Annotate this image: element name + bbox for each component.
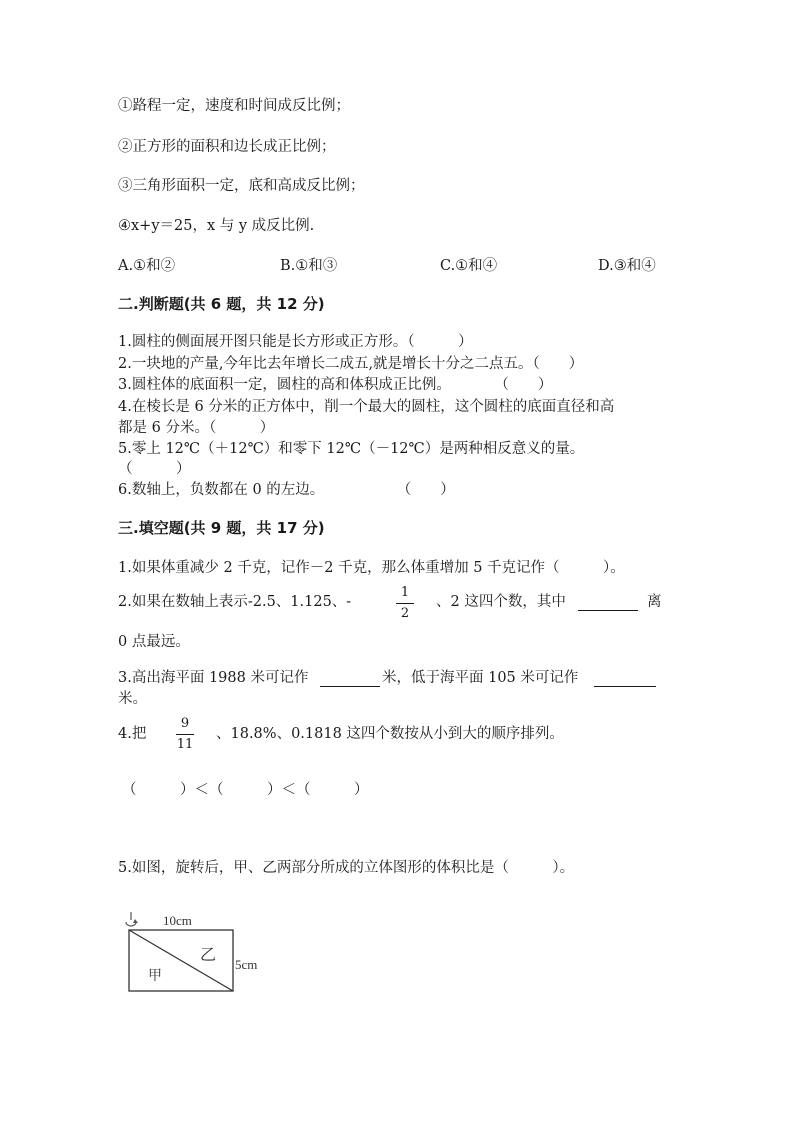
fill-blank[interactable] xyxy=(578,596,638,611)
rotation-axis-icon xyxy=(126,912,138,926)
fill-item-2-text-d: 0 点最远。 xyxy=(118,634,190,650)
judge-item-6: 6.数轴上，负数都在 0 的左边。 （ ） xyxy=(118,482,455,498)
fraction-nine-elevenths xyxy=(176,716,194,753)
fill-item-2-text-a: 2.如果在数轴上表示-2.5、1.125、- xyxy=(118,594,352,610)
section-3-title: 三.填空题(共 9 题，共 17 分) xyxy=(118,519,325,537)
fill-blank[interactable] xyxy=(320,672,380,687)
judge-item-5-line2: （ ） xyxy=(118,461,191,477)
q1-option-d: D.③和④ xyxy=(598,258,656,274)
judge-item-2: 2.一块地的产量,今年比去年增长二成五,就是增长十分之二点五。（ ） xyxy=(118,356,584,372)
fraction-bar xyxy=(396,603,414,604)
fill-item-2-text-c: 离 xyxy=(647,594,662,610)
judge-item-5-line1: 5.零上 12℃（＋12℃）和零下 12℃（－12℃）是两种相反意义的量。 xyxy=(118,441,585,457)
fraction-denominator: 11 xyxy=(176,737,194,752)
region-b-label: 乙 xyxy=(200,945,217,964)
judge-item-1: 1.圆柱的侧面展开图只能是长方形或正方形。（ ） xyxy=(118,334,473,350)
judge-item-4-line1: 4.在棱长是 6 分米的正方体中，削一个最大的圆柱，这个圆柱的底面直径和高 xyxy=(118,399,615,415)
rotation-figure xyxy=(118,908,278,998)
q1-item-1: ①路程一定，速度和时间成反比例； xyxy=(118,98,350,114)
fill-item-2-text-b: 、2 这四个数，其中 xyxy=(436,594,566,610)
fraction-numerator: 9 xyxy=(180,716,190,731)
fraction-one-half xyxy=(396,585,414,622)
judge-item-3: 3.圆柱体的底面积一定，圆柱的高和体积成正比例。 （ ） xyxy=(118,377,553,393)
judge-item-4-line2: 都是 6 分米。（ ） xyxy=(118,420,275,436)
fraction-denominator: 2 xyxy=(400,606,410,621)
fill-item-3-text-c: 米。 xyxy=(118,691,147,707)
q1-option-b: B.①和③ xyxy=(280,258,338,274)
section-2-title: 二.判断题(共 6 题，共 12 分) xyxy=(118,295,325,313)
fill-item-5: 5.如图，旋转后，甲、乙两部分所成的立体图形的体积比是（ ）。 xyxy=(118,860,575,876)
q1-option-a: A.①和② xyxy=(118,258,176,274)
rectangle-diagonal xyxy=(129,930,233,991)
q1-item-2: ②正方形的面积和边长成正比例； xyxy=(118,139,336,155)
fraction-bar xyxy=(176,734,194,735)
fill-item-4-order: （ ）＜（ ）＜（ ） xyxy=(122,782,369,798)
fill-item-3-text-b: 米，低于海平面 105 米可记作 xyxy=(382,670,579,686)
q1-item-4: ④x+y＝25，x 与 y 成反比例. xyxy=(118,218,315,234)
fill-item-4-text-a: 4.把 xyxy=(118,726,147,742)
side-length-label: 5cm xyxy=(235,957,258,972)
q1-option-c: C.①和④ xyxy=(440,258,498,274)
fill-item-1: 1.如果体重减少 2 千克，记作－2 千克，那么体重增加 5 千克记作（ ）。 xyxy=(118,560,625,576)
q1-item-3: ③三角形面积一定，底和高成反比例； xyxy=(118,178,365,194)
fill-item-3-text-a: 3.高出海平面 1988 米可记作 xyxy=(118,670,309,686)
fraction-numerator: 1 xyxy=(400,585,410,600)
region-a-label: 甲 xyxy=(148,968,162,984)
fill-item-4-text-b: 、18.8%、0.1818 这四个数按从小到大的顺序排列。 xyxy=(216,726,564,742)
top-length-label: 10cm xyxy=(163,913,192,928)
fill-blank[interactable] xyxy=(594,672,656,687)
